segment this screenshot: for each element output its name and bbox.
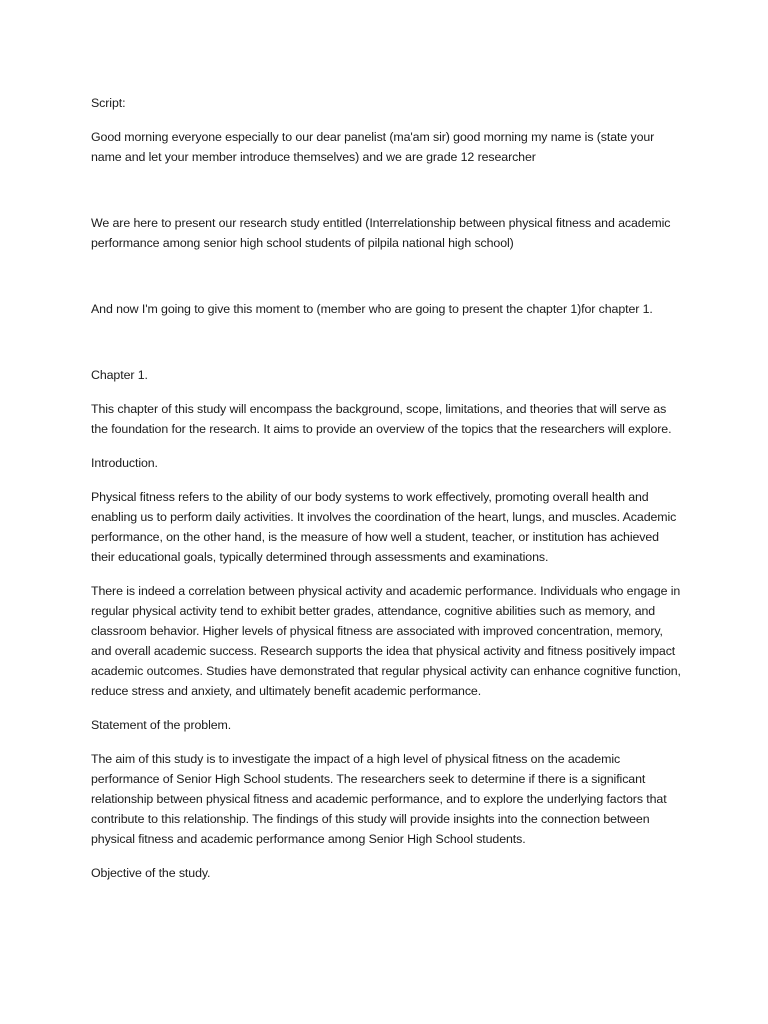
chapter-heading: Chapter 1. — [91, 368, 148, 382]
introduction-paragraph-1: Physical fitness refers to the ability of our body systems to work effectively, promoting overall health and enabling us to perform daily activities. It involves the coordination of the heart, lungs, and muscles. Academic performance, on the other hand, is the measure of how well a student, teacher, or institution has achieved their educational goals, typically determined through assessments and examinations. — [91, 490, 677, 564]
handover-paragraph: And now I'm going to give this moment to (member who are going to present the chapter 1)for chapter 1. — [91, 302, 653, 316]
problem-statement-paragraph: The aim of this study is to investigate the impact of a high level of physical fitness on the academic performance of Senior High School students. The researchers seek to determine if there is a significant relationship between physical fitness and academic performance, and to explore the underlying factors that contribute to this relationship. The findings of this study will provide insights into the connection between physical fitness and academic performance among Senior High School students. — [91, 752, 667, 846]
introduction-paragraph-2: There is indeed a correlation between physical activity and academic performance. Individuals who engage in regular physical activity tend to exhibit better grades, attendance, cognitive abilities such as memory, and classroom behavior. Higher levels of physical fitness are associated with improved concentration, memory, and overall academic success. Research supports the idea that physical activity and fitness positively impact academic outcomes. Studies have demonstrated that regular physical activity can enhance cognitive function, reduce stress and anxiety, and ultimately benefit academic performance. — [91, 584, 681, 698]
script-label: Script: — [91, 96, 126, 110]
greeting-paragraph: Good morning everyone especially to our dear panelist (ma'am sir) good morning my name is (state your name and let your member introduce themselves) and we are grade 12 researcher — [91, 130, 655, 164]
chapter-overview-paragraph: This chapter of this study will encompass the background, scope, limitations, and theories that will serve as the foundation for the research. It aims to provide an overview of the topics that the researchers will explore. — [91, 402, 672, 436]
study-title-paragraph: We are here to present our research study entitled (Interrelationship between physical fitness and academic performance among senior high school students of pilpila national high school) — [91, 216, 671, 250]
objective-heading: Objective of the study. — [91, 866, 211, 880]
introduction-heading: Introduction. — [91, 456, 158, 470]
document-body — [91, 93, 683, 897]
problem-statement-heading: Statement of the problem. — [91, 718, 232, 732]
